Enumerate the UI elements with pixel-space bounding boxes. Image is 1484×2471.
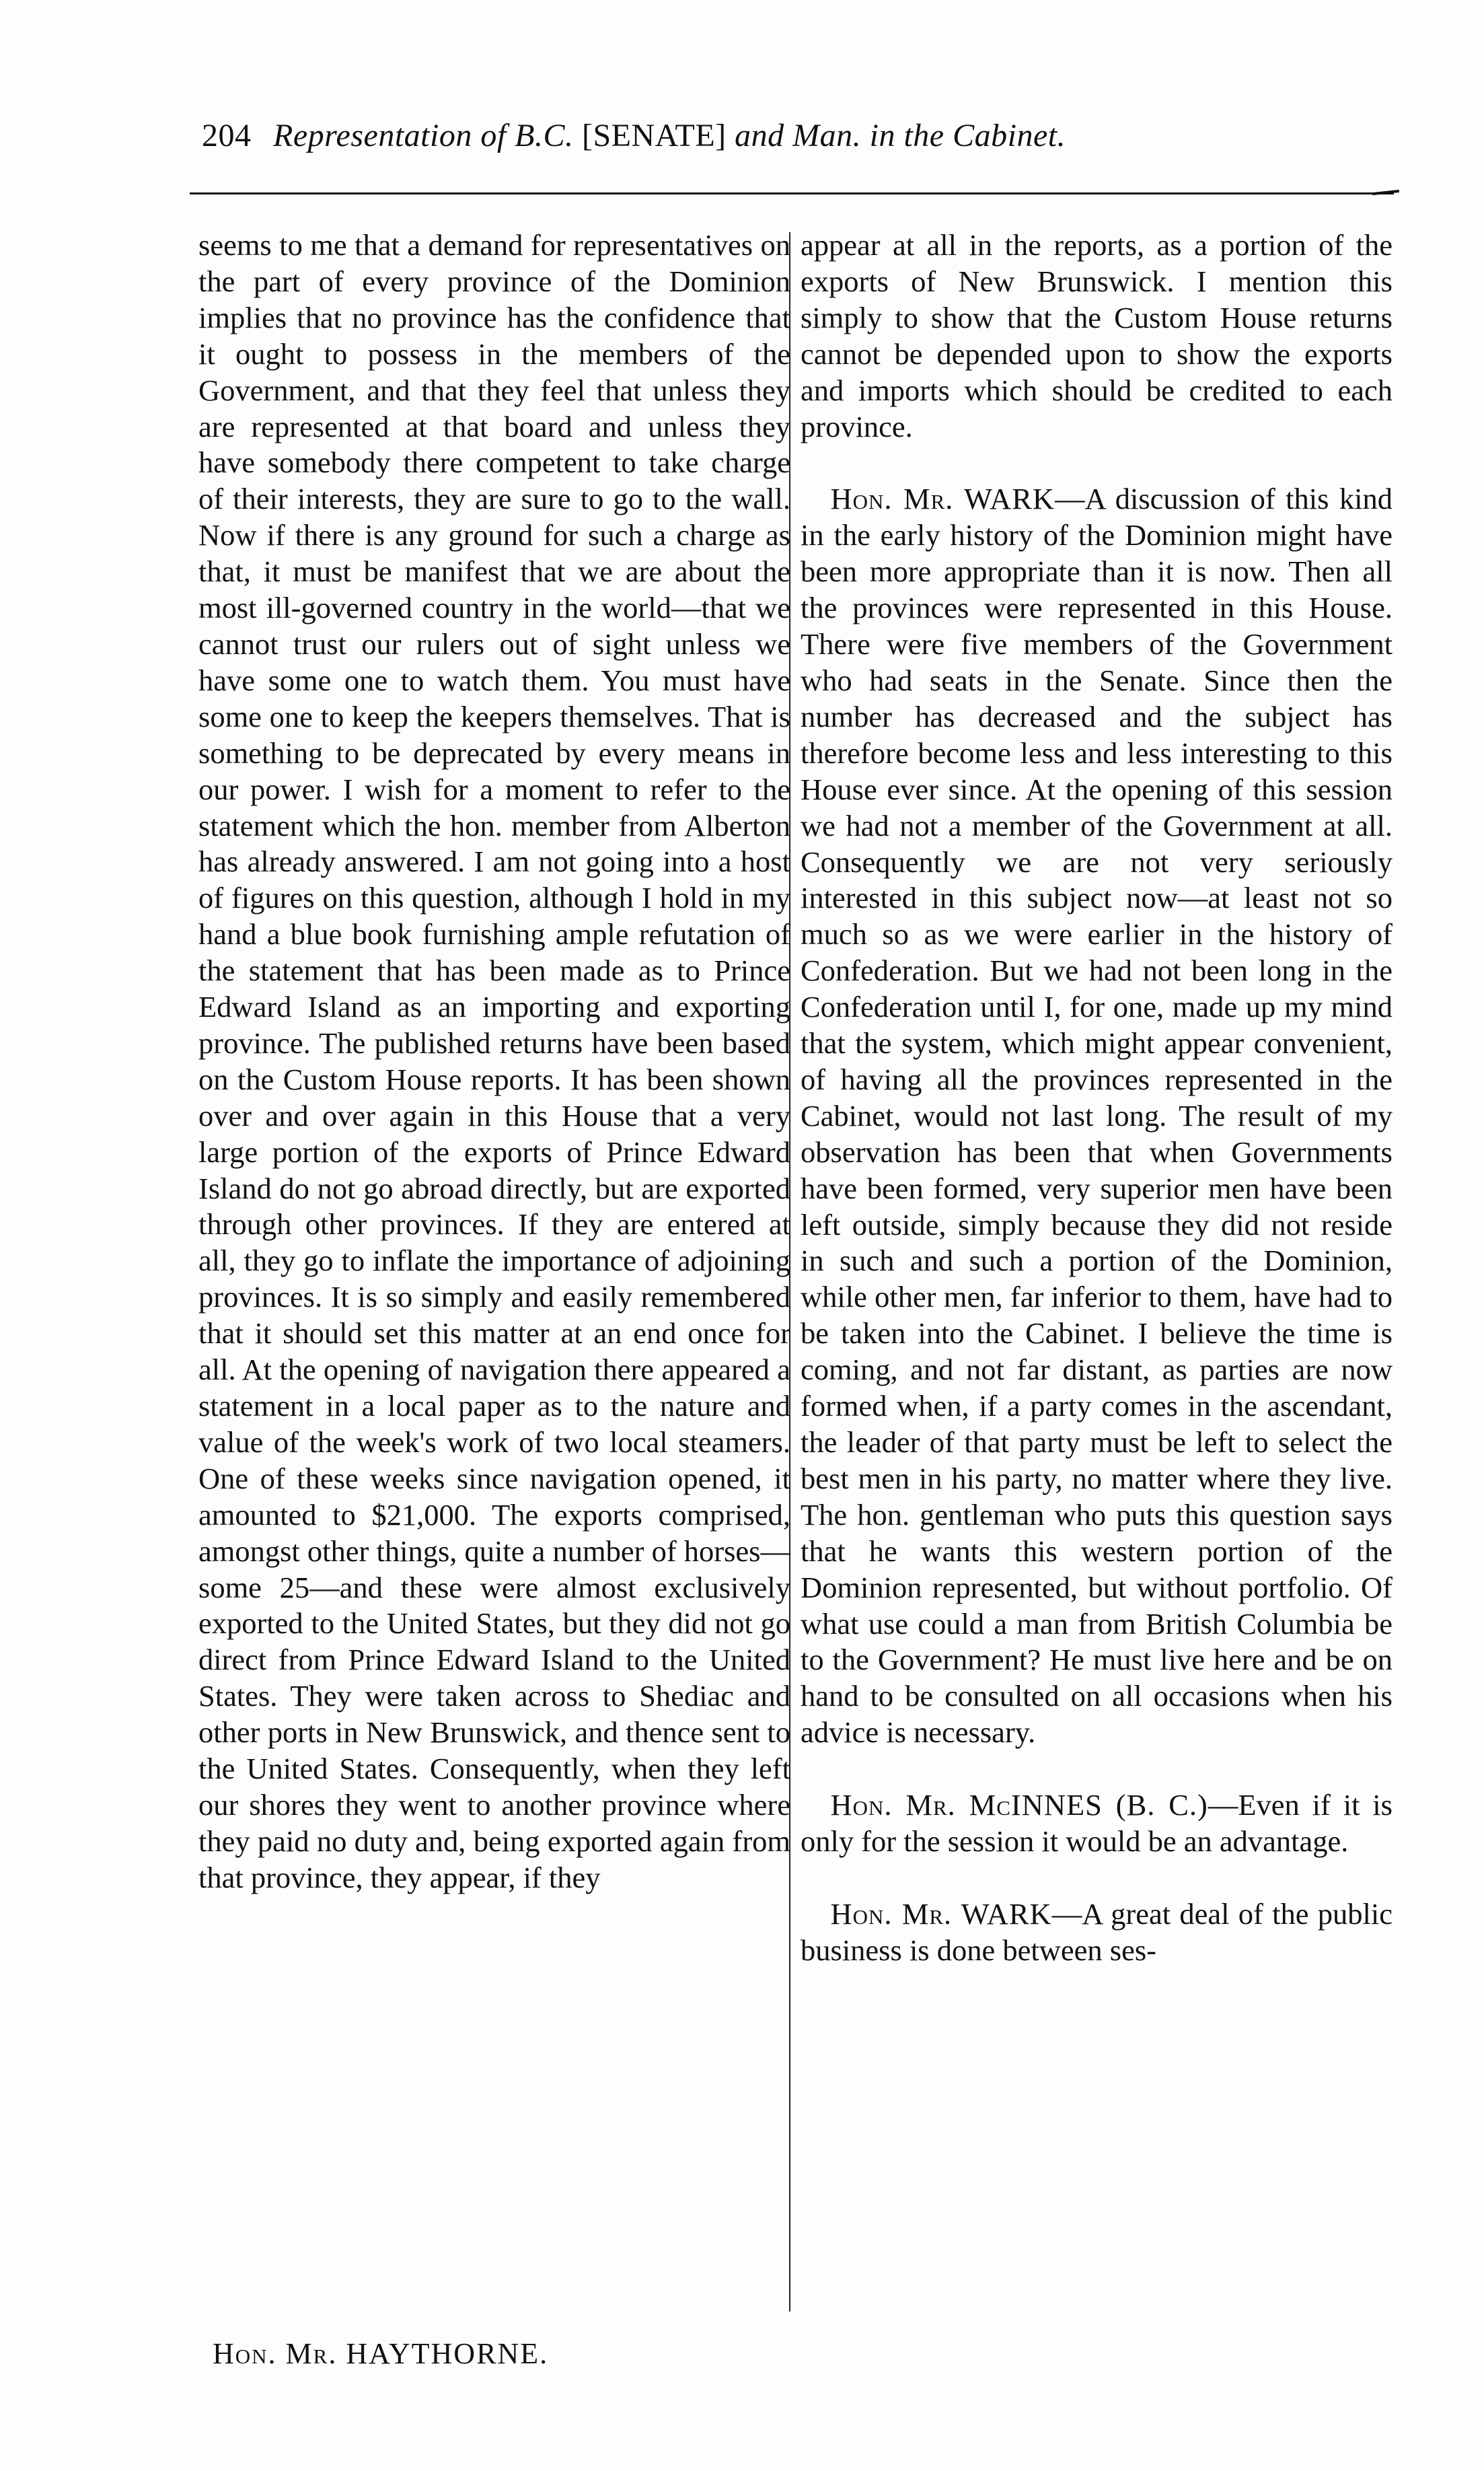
speaker-name: Hon. Mr. WARK [830, 482, 1055, 516]
speech-text: —Even if it is only for the session it would be an advantage. [801, 1788, 1393, 1859]
speech-text: —A great deal of the public business is done between ses- [801, 1896, 1393, 1967]
running-head [202, 116, 1319, 156]
speech-text: —A discussion of this kind in the early history of the Dominion might have been more appropriate than it is now. Then all the provinces were represented in this House. There were five members of the Government who had seats in the Senate. Since then the number has decreased and the subject has therefore become less and less interesting to this House ever since. At the opening of this session we had not a member of the Government at all. Consequently we are not very seriously interested in this subject now—at least not so much so as we were earlier in the history of Confederation. But we had not been long in the Confederation until I, for one, made up my mind that the system, which might appear convenient, of having all the provinces represented in the Cabinet, would not last long. The result of my observation has been that when Governments have been formed, very superior men have been left outside, simply because they did not reside in such and such a portion of the Dominion, while other men, far inferior to them, have had to be taken into the Cabinet. I believe the time is coming, and not far distant, as parties are now formed when, if a party comes in the ascendant, the leader of that party must be left to select the best men in his party, no matter where they live. The hon. gentleman who puts this question says that he wants this western portion of the Dominion represented, but without portfolio. Of what use could a man from British Columbia be to the Government? He must live here and be on hand to be consulted on all occasions when his advice is necessary. [801, 482, 1393, 1750]
speaker-name: Hon. Mr. WARK [830, 1896, 1052, 1931]
left-paragraph: seems to me that a demand for representatives on the part of every province of the Dominion implies that no province has the confidence that it ought to possess in the members of the Government, and that they feel that unless they are represented at that board and unless they have somebody there competent to take charge of their interests, they are sure to go to the wall. Now if there is any ground for such a charge as that, it must be manifest that we are about the most ill-governed country in the world—that we cannot trust our rulers out of sight unless we have some one to watch them. You must have some one to keep the keepers themselves. That is something to be deprecated by every means in our power. I wish for a moment to refer to the statement which the hon. member from Alberton has already answered. I am not going into a host of figures on this question, although I hold in my hand a blue book furnishing ample refutation of the statement that has been made as to Prince Edward Island as an importing and exporting province. The published returns have been based on the Custom House reports. It has been shown over and over again in this House that a very large portion of the exports of Prince Edward Island do not go abroad directly, but are exported through other provinces. If they are entered at all, they go to inflate the importance of adjoining provinces. It is so simply and easily remembered that it should set this matter at an end once for all. At the opening of navigation there appeared a statement in a local paper as to the nature and value of the week's work of two local steamers. One of these weeks since navigation opened, it amounted to $21,000. The exports comprised, amongst other things, quite a number of horses—some 25—and these were almost exclusively exported to the United States, but they did not go direct from Prince Edward Island to the United States. They were taken across to Shediac and other ports in New Brunswick, and thence sent to the United States. Consequently, when they left our shores they went to another province where they paid no duty and, being exported again from that province, they appear, if they [198, 228, 790, 1894]
header-rule [190, 192, 1394, 194]
right-paragraph-continuation: appear at all in the reports, as a portion of the exports of New Brunswick. I mention this simply to show that the Custom House returns cannot be depended upon to show the exports and imports which should be credited to each province. [801, 228, 1393, 443]
speech-wark-1 [801, 481, 1393, 1751]
senate-label: [SENATE] [582, 118, 727, 153]
page-number: 204 [202, 118, 252, 153]
left-column [198, 227, 790, 1896]
speech-wark-2 [801, 1896, 1393, 1969]
speech-mcinnes [801, 1787, 1393, 1860]
right-column [801, 227, 1393, 1969]
speaker-name: Hon. Mr. McINNES (B. C.) [830, 1788, 1208, 1822]
running-title-part1: Representation of B.C. [273, 118, 574, 153]
running-title-part2: and Man. in the Cabinet. [735, 118, 1066, 153]
footer-catchword: Hon. Mr. HAYTHORNE. [213, 2337, 549, 2370]
